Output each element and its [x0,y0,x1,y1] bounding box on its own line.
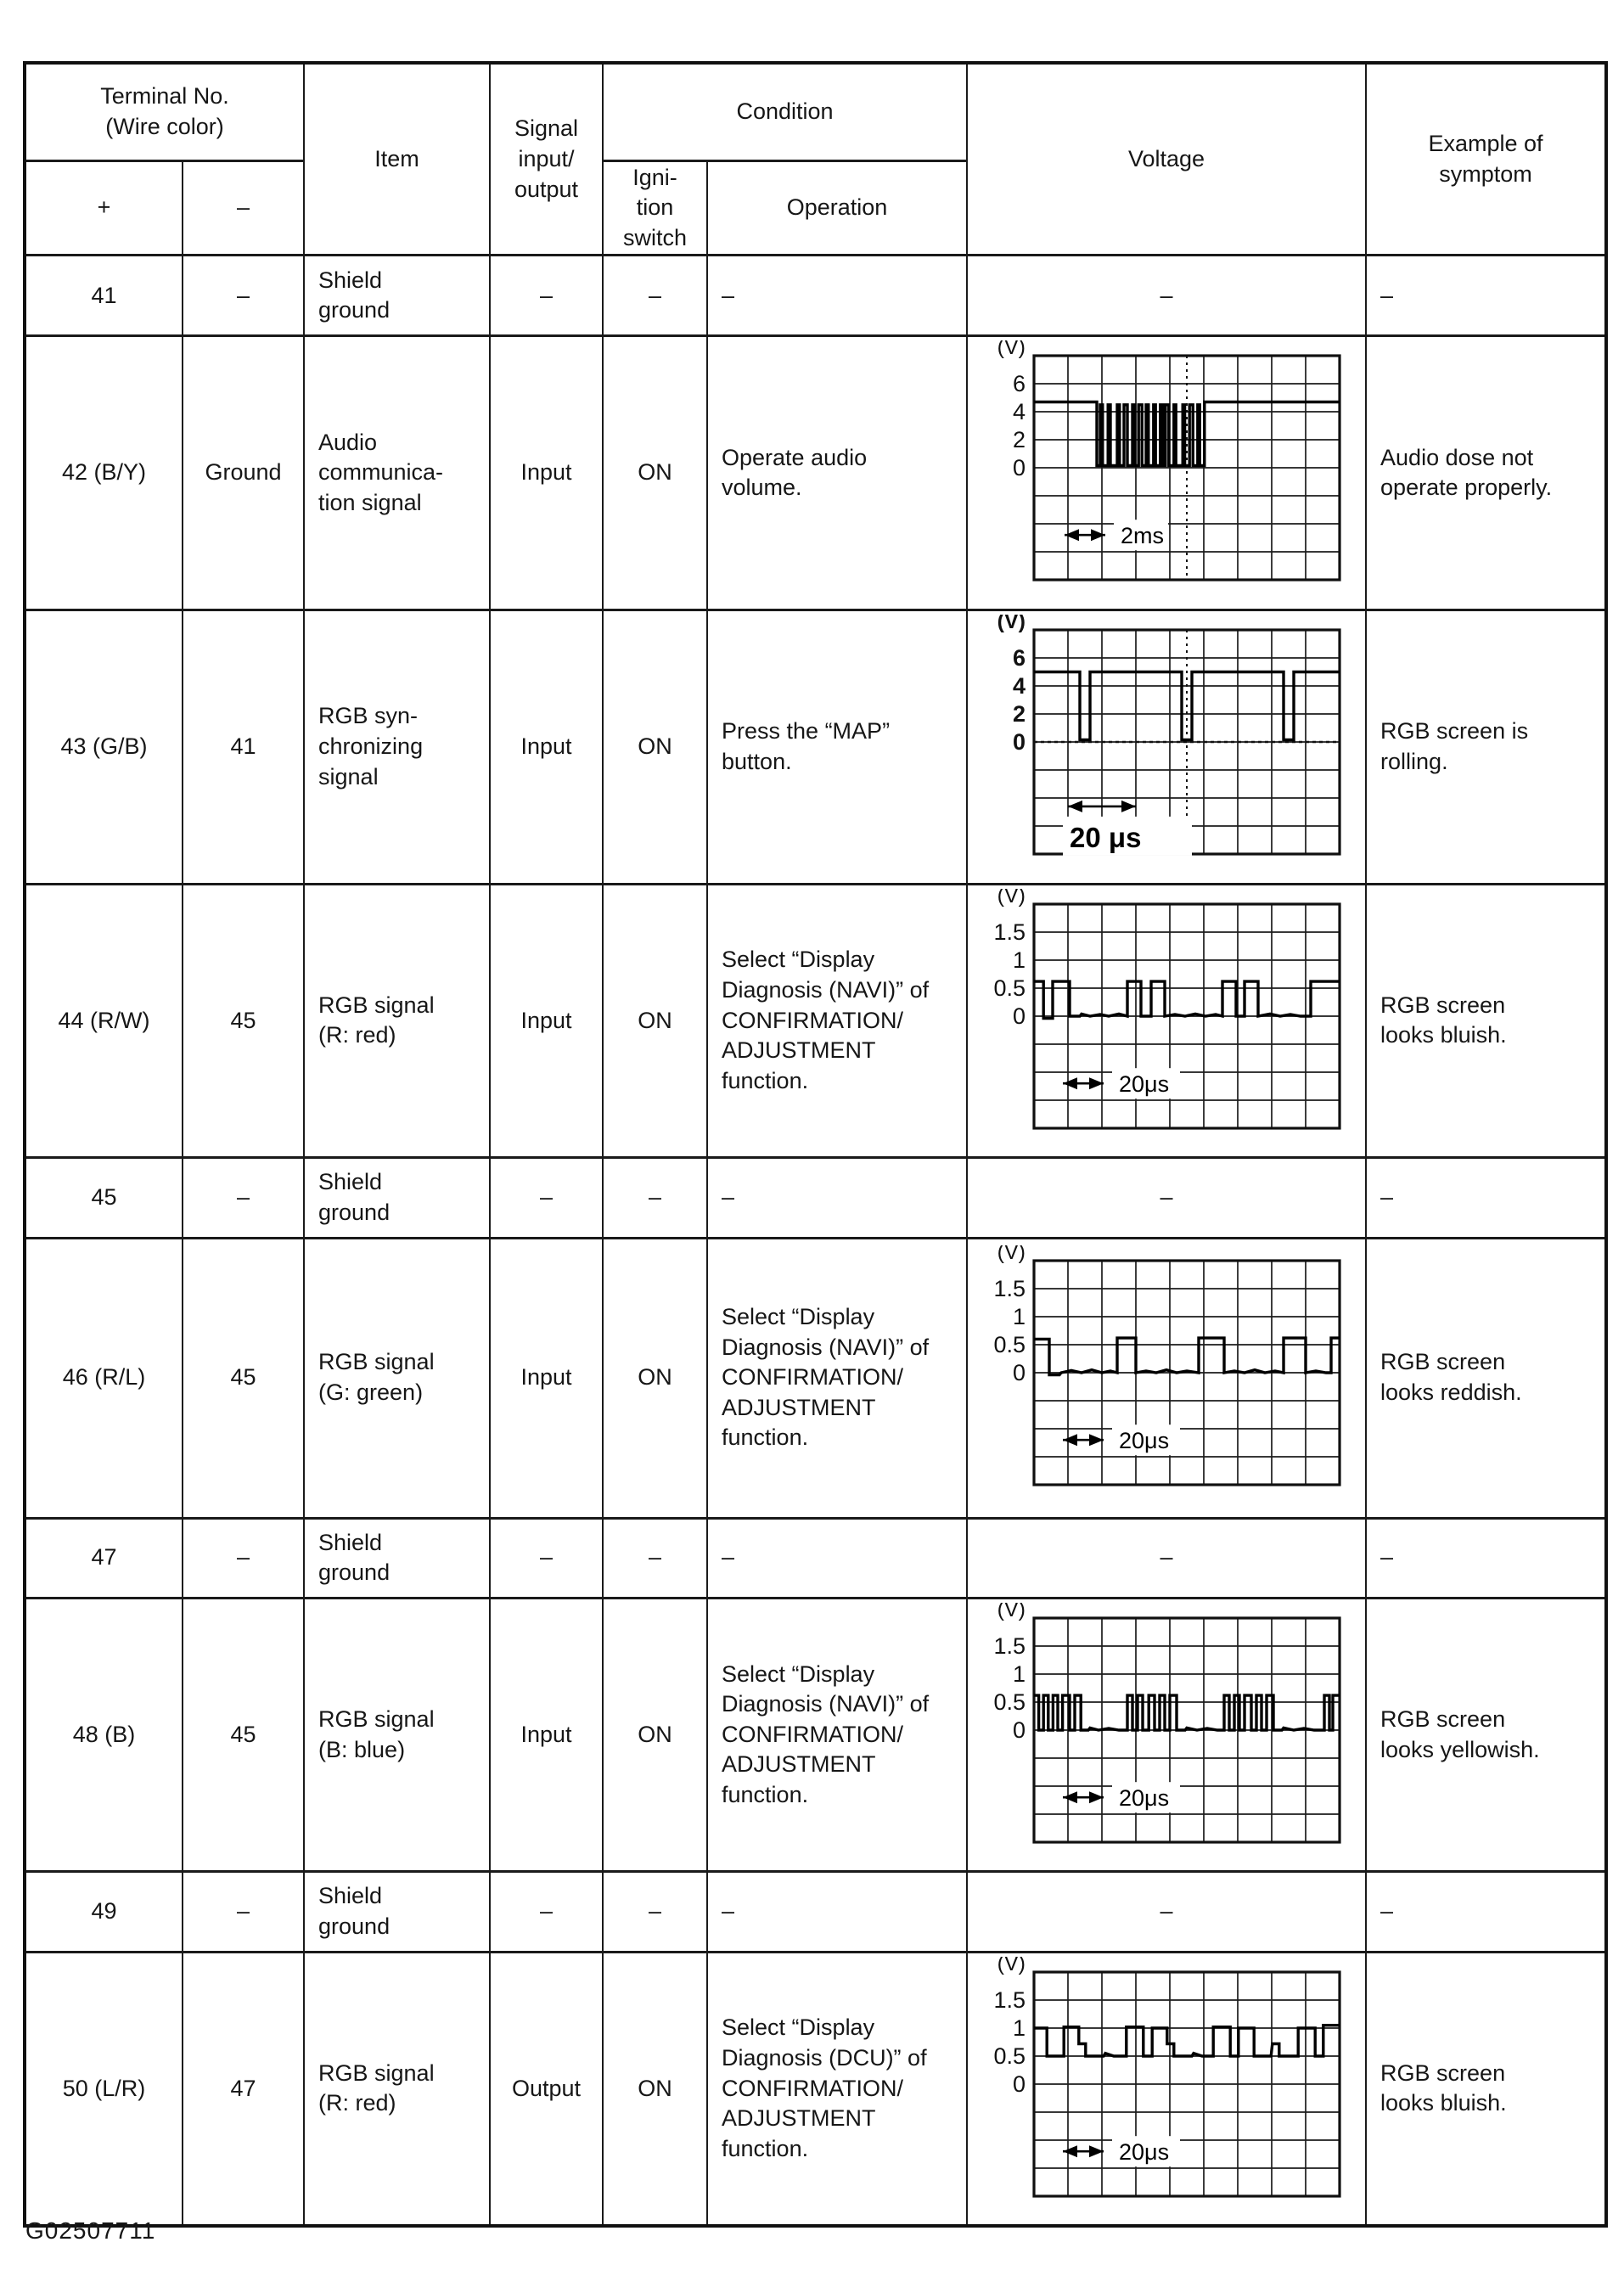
symptom-cell: – [1366,1518,1606,1598]
y-tick-label: 1.5 [993,1276,1026,1302]
terminal-plus-cell: 47 [25,1518,183,1598]
ignition-switch-cell: ON [603,884,707,1158]
symptom-cell: RGB screen looks reddish. [1366,1238,1606,1518]
header-voltage: Voltage [967,63,1366,256]
symptom-cell: RGB screen looks yellowish. [1366,1598,1606,1872]
y-tick-label: 0 [1013,729,1026,755]
operation-cell: Select “Display Diagnosis (NAVI)” of CONFIRMATION/ ADJUSTMENT function. [707,1598,967,1872]
figure-id: G02507711 [25,2217,156,2244]
operation-cell: Select “Display Diagnosis (NAVI)” of CONFIRMATION/ ADJUSTMENT function. [707,884,967,1158]
table-row [25,256,1606,336]
symptom-cell: – [1366,1158,1606,1238]
y-axis-unit-label: (V) [997,340,1026,360]
table-row [25,1238,1606,1518]
voltage-waveform-chart [981,889,1351,1145]
terminal-minus-cell: 45 [183,1238,304,1518]
y-tick-label: 1 [1013,2014,1026,2041]
symptom-cell: RGB screen looks bluish. [1366,1952,1606,2226]
terminal-plus-cell: 45 [25,1158,183,1238]
terminal-minus-cell: – [183,1158,304,1238]
signal-io-cell: Input [490,884,603,1158]
terminal-plus-cell: 41 [25,256,183,336]
operation-cell: – [707,1518,967,1598]
y-tick-label: 0 [1013,455,1026,481]
operation-cell: Operate audio volume. [707,336,967,610]
item-cell: Audio communica- tion signal [304,336,490,610]
y-tick-label: 6 [1013,645,1026,671]
voltage-waveform-chart [981,1957,1351,2213]
symptom-cell: RGB screen is rolling. [1366,610,1606,885]
y-tick-label: 6 [1013,371,1026,397]
terminal-minus-cell: Ground [183,336,304,610]
ignition-switch-cell: ON [603,1238,707,1518]
header-terminal-no: Terminal No. (Wire color) [25,63,304,160]
symptom-cell: RGB screen looks bluish. [1366,884,1606,1158]
time-scale-label: 20μs [1119,1784,1170,1811]
y-tick-label: 0 [1013,1360,1026,1386]
item-cell: RGB signal (R: red) [304,1952,490,2226]
signal-io-cell: Input [490,1598,603,1872]
item-cell: RGB signal (R: red) [304,884,490,1158]
time-scale-label: 20 μs [1070,821,1142,853]
voltage-cell: – [967,256,1366,336]
y-tick-label: 4 [1013,673,1026,699]
terminal-minus-cell: – [183,256,304,336]
signal-io-cell: Output [490,1952,603,2226]
terminal-minus-cell: 41 [183,610,304,885]
time-scale-label: 20μs [1119,2138,1170,2165]
terminal-minus-cell: – [183,1872,304,1952]
item-cell: RGB signal (G: green) [304,1238,490,1518]
ignition-switch-cell: ON [603,336,707,610]
header-row-1 [25,63,1606,160]
signal-io-cell: – [490,1872,603,1952]
table-row [25,336,1606,610]
operation-cell: – [707,1872,967,1952]
y-tick-label: 2 [1013,701,1026,727]
terminal-minus-cell: – [183,1518,304,1598]
voltage-cell: – [967,1872,1366,1952]
y-axis-unit-label: (V) [997,1956,1026,1975]
signal-io-cell: – [490,1158,603,1238]
header-item: Item [304,63,490,256]
item-cell: Shield ground [304,1872,490,1952]
signal-io-cell: – [490,1518,603,1598]
y-tick-label: 1.5 [993,1632,1026,1659]
time-scale-label: 20μs [1119,1428,1170,1454]
terminal-plus-cell: 48 (B) [25,1598,183,1872]
voltage-cell [967,336,1366,610]
terminal-minus-cell: 47 [183,1952,304,2226]
table-row [25,1518,1606,1598]
signal-io-cell: Input [490,336,603,610]
y-tick-label: 1.5 [993,1986,1026,2013]
header-signal-io: Signal input/ output [490,63,603,256]
signal-io-cell: Input [490,610,603,885]
y-tick-label: 1 [1013,947,1026,973]
y-tick-label: 1 [1013,1304,1026,1330]
symptom-cell: – [1366,1872,1606,1952]
terminal-diagnostic-table [23,61,1608,2228]
table-row [25,1952,1606,2226]
voltage-cell [967,610,1366,885]
time-scale-label: 2ms [1121,523,1165,549]
voltage-waveform-chart [981,1603,1351,1859]
table-row [25,1158,1606,1238]
y-tick-label: 0.5 [993,1332,1026,1358]
voltage-cell: – [967,1158,1366,1238]
signal-io-cell: Input [490,1238,603,1518]
operation-cell: Select “Display Diagnosis (DCU)” of CONFIRMATION/ ADJUSTMENT function. [707,1952,967,2226]
operation-cell: Select “Display Diagnosis (NAVI)” of CONFIRMATION/ ADJUSTMENT function. [707,1238,967,1518]
y-tick-label: 1.5 [993,919,1026,945]
ignition-switch-cell: – [603,1872,707,1952]
y-tick-label: 0.5 [993,2043,1026,2069]
ignition-switch-cell: – [603,1158,707,1238]
terminal-minus-cell: 45 [183,884,304,1158]
signal-io-cell: – [490,256,603,336]
y-axis-unit-label: (V) [997,1602,1026,1621]
symptom-cell: – [1366,256,1606,336]
ignition-switch-cell: ON [603,1952,707,2226]
header-ignition-switch: Igni- tion switch [603,160,707,256]
terminal-minus-cell: 45 [183,1598,304,1872]
y-tick-label: 0 [1013,1717,1026,1743]
ignition-switch-cell: – [603,1518,707,1598]
y-tick-label: 4 [1013,399,1026,425]
item-cell: Shield ground [304,256,490,336]
terminal-plus-cell: 50 (L/R) [25,1952,183,2226]
table-row [25,884,1606,1158]
voltage-cell [967,1952,1366,2226]
terminal-plus-cell: 46 (R/L) [25,1238,183,1518]
voltage-cell [967,1598,1366,1872]
table-row [25,1598,1606,1872]
operation-cell: – [707,1158,967,1238]
item-cell: Shield ground [304,1158,490,1238]
ignition-switch-cell: – [603,256,707,336]
terminal-plus-cell: 44 (R/W) [25,884,183,1158]
operation-cell: Press the “MAP” button. [707,610,967,885]
time-scale-label: 20μs [1119,1070,1170,1097]
ignition-switch-cell: ON [603,1598,707,1872]
voltage-cell [967,884,1366,1158]
ignition-switch-cell: ON [603,610,707,885]
y-axis-unit-label: (V) [997,615,1026,633]
table-row [25,610,1606,885]
header-operation: Operation [707,160,967,256]
table-header [25,63,1606,256]
item-cell: RGB signal (B: blue) [304,1598,490,1872]
header-terminal-plus: + [25,160,183,256]
voltage-cell [967,1238,1366,1518]
table-row [25,1872,1606,1952]
terminal-plus-cell: 43 (G/B) [25,610,183,885]
y-tick-label: 0.5 [993,975,1026,1001]
voltage-waveform-chart [981,340,1351,597]
voltage-cell: – [967,1518,1366,1598]
header-condition: Condition [603,63,967,160]
terminal-plus-cell: 42 (B/Y) [25,336,183,610]
header-terminal-minus: – [183,160,304,256]
y-axis-unit-label: (V) [997,1245,1026,1265]
terminal-plus-cell: 49 [25,1872,183,1952]
y-axis-unit-label: (V) [997,888,1026,907]
header-example-of-symptom: Example of symptom [1366,63,1606,256]
y-tick-label: 0.5 [993,1689,1026,1715]
item-cell: RGB syn- chronizing signal [304,610,490,885]
table-body [25,256,1606,2226]
y-tick-label: 0 [1013,1003,1026,1029]
voltage-waveform-chart [981,1245,1351,1502]
operation-cell: – [707,256,967,336]
y-tick-label: 0 [1013,2071,1026,2097]
item-cell: Shield ground [304,1518,490,1598]
voltage-waveform-chart [981,615,1351,871]
y-tick-label: 1 [1013,1660,1026,1687]
y-tick-label: 2 [1013,427,1026,453]
symptom-cell: Audio dose not operate properly. [1366,336,1606,610]
